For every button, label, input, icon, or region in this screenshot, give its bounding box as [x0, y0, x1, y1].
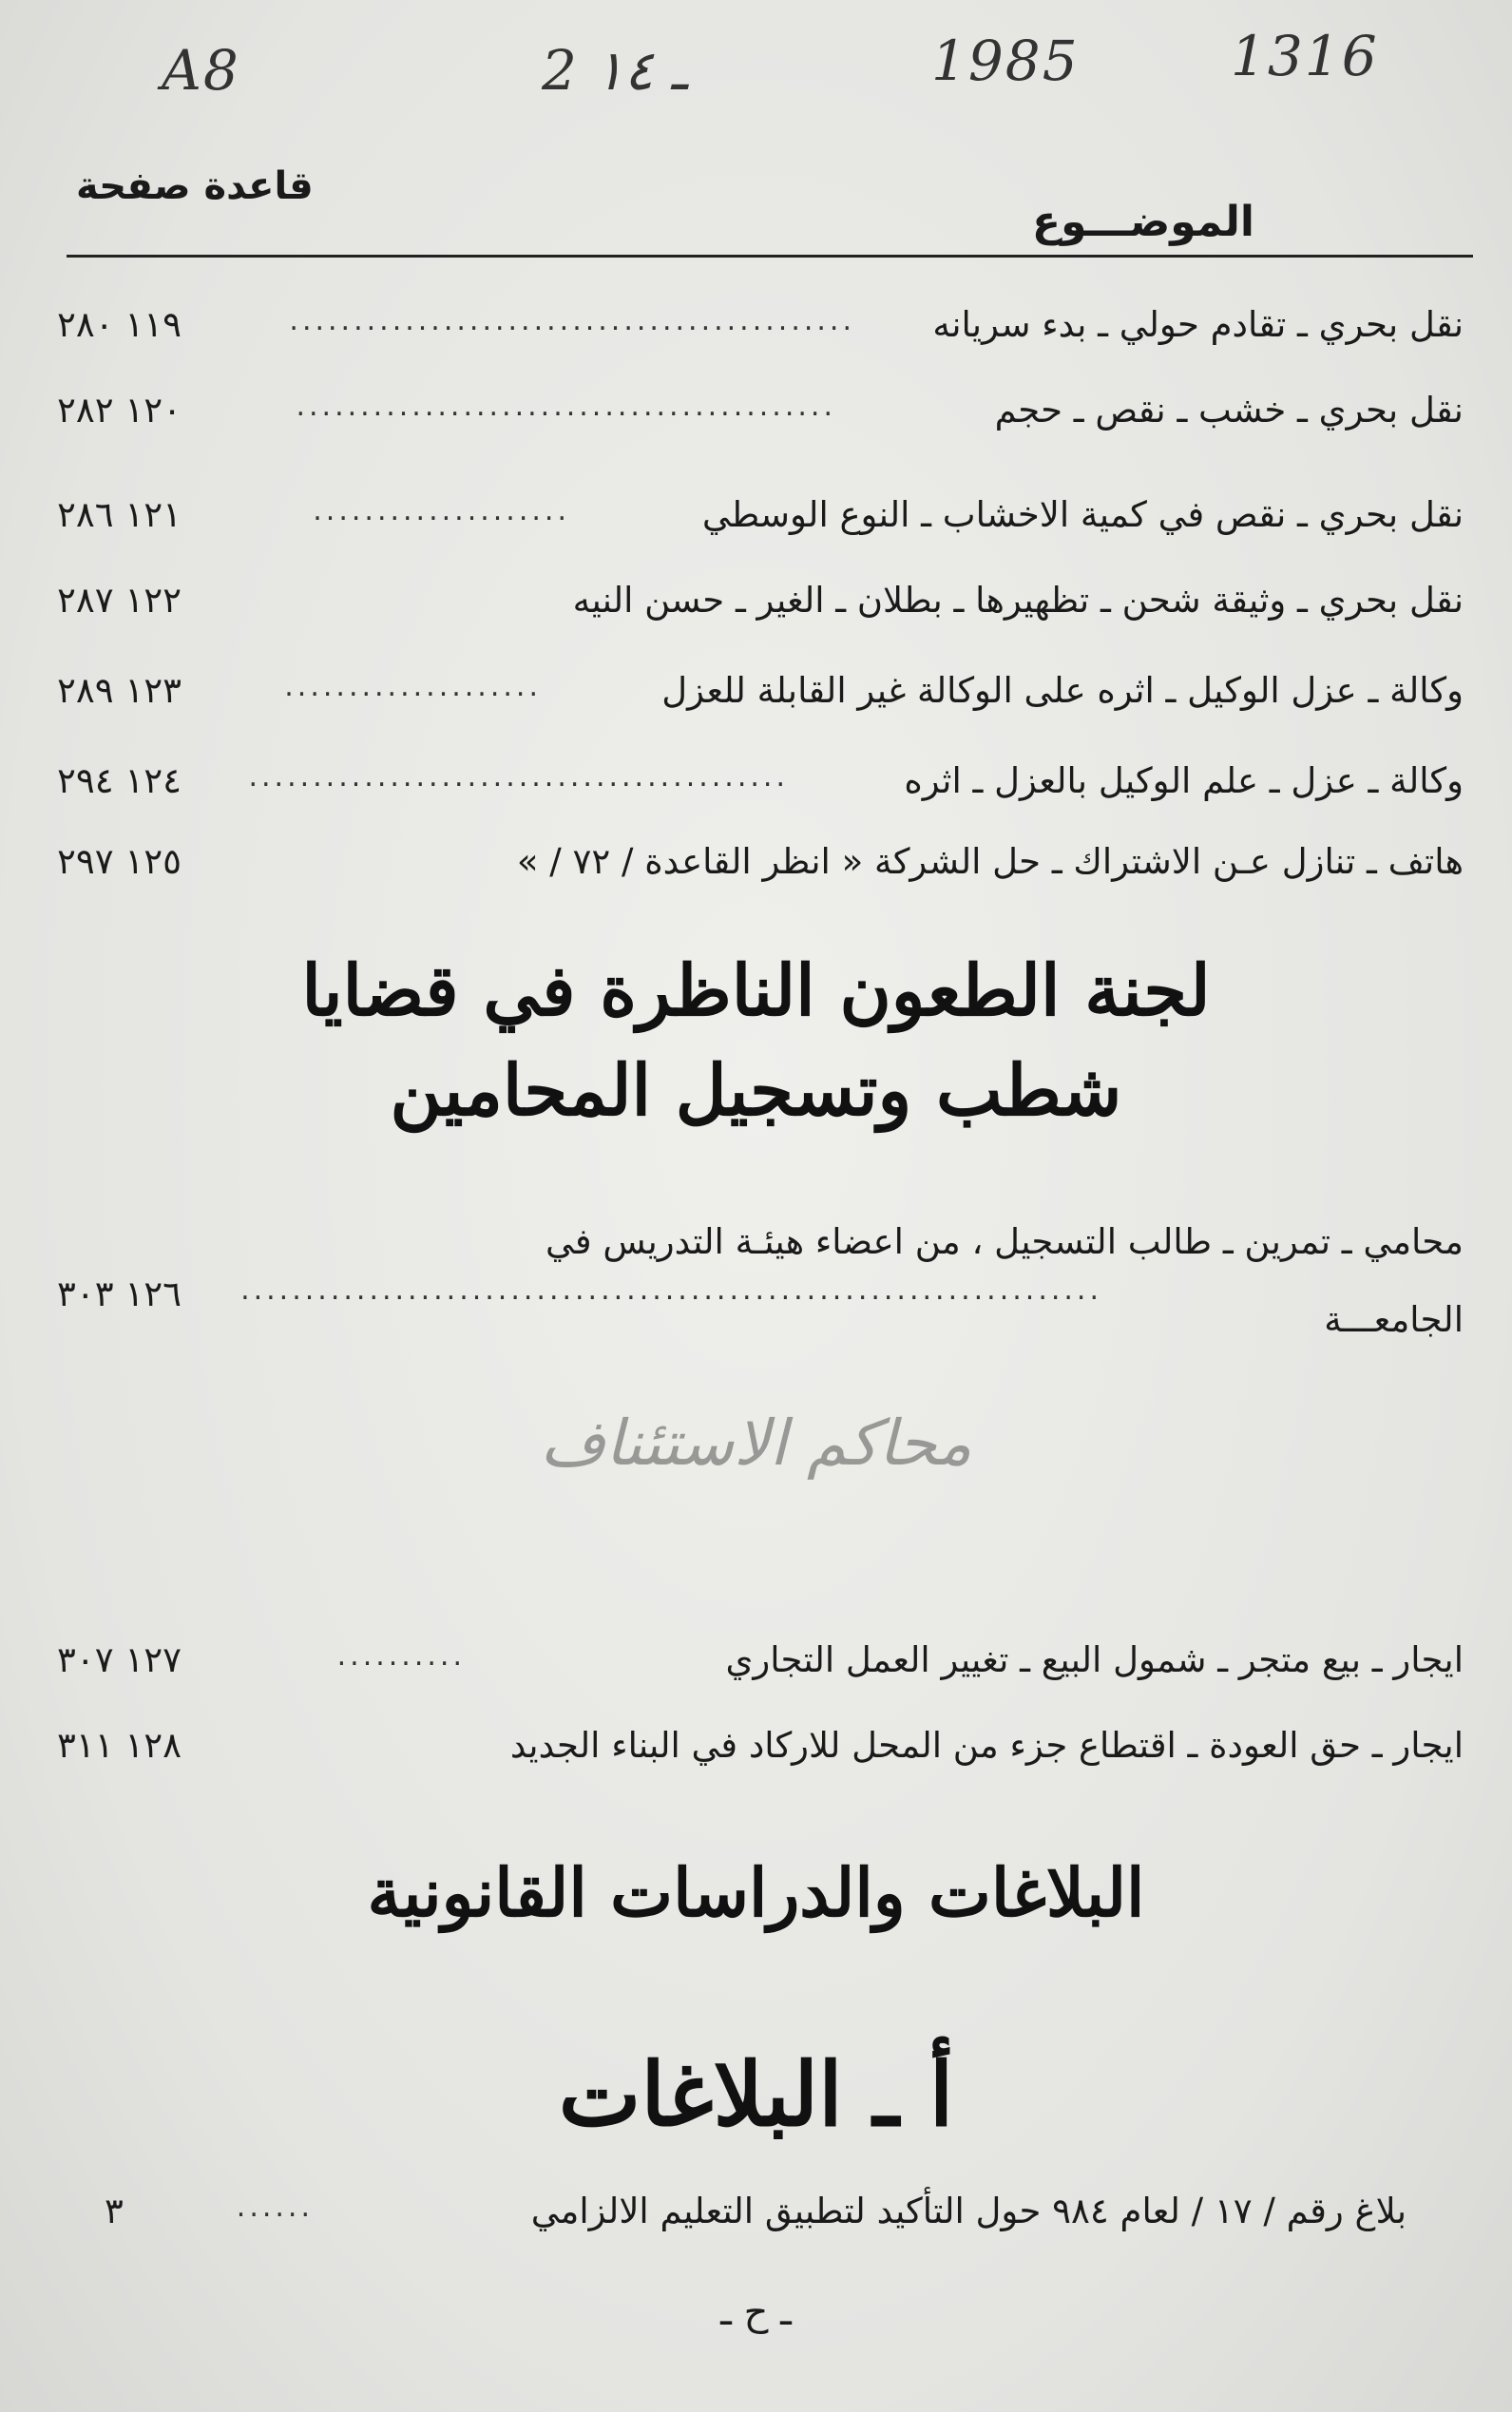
- entry-page: ٢٩٤: [57, 760, 114, 801]
- entry-numbers: [57, 304, 182, 345]
- entry-subject: نقل بحري ـ نقص في كمية الاخشاب ـ النوع الوسطي: [701, 494, 1464, 535]
- entry-page: ٣١١: [57, 1725, 114, 1766]
- entry-page: ٢٨٠: [57, 304, 114, 345]
- entry-subject: محامي ـ تمرين ـ طالب التسجيل ، من اعضاء هيئـة التدريس في: [545, 1221, 1464, 1262]
- list-item: [57, 494, 1464, 570]
- entry-subject-continued: الجامعـــة: [1324, 1299, 1464, 1340]
- entry-subject: وكالة ـ عزل ـ علم الوكيل بالعزل ـ اثره: [904, 760, 1464, 801]
- entry-rule: ١٢٧: [124, 1639, 182, 1680]
- entry-rule: ١٢٣: [124, 670, 182, 711]
- handwritten-mark: 1985: [931, 29, 1080, 93]
- handwritten-mark: 2 ـ ١٤: [542, 38, 688, 103]
- entry-subject: هاتف ـ تنازل عـن الاشتراك ـ حل الشركة « انظر القاعدة / ٧٢ / »: [516, 841, 1464, 882]
- entry-subject: ايجار ـ بيع متجر ـ شمول البيع ـ تغيير العمل التجاري: [725, 1639, 1464, 1680]
- entry-page: ٢٨٢: [57, 390, 114, 431]
- column-heading-subject: الموضـــوع: [1032, 198, 1254, 246]
- column-heading-rule-page: قاعدة صفحة: [76, 164, 314, 208]
- entry-numbers: [57, 1273, 182, 1314]
- list-item: [57, 580, 1464, 656]
- entry-page: ٣٠٣: [57, 1273, 114, 1314]
- list-item: [57, 1725, 1464, 1801]
- entry-numbers: [57, 1639, 182, 1680]
- entry-subject: نقل بحري ـ تقادم حولي ـ بدء سريانه: [932, 304, 1464, 345]
- list-item: [57, 841, 1464, 917]
- entry-numbers: [57, 390, 182, 431]
- table-header: [67, 160, 1473, 255]
- entry-subject: نقل بحري ـ خشب ـ نقص ـ حجم: [994, 390, 1464, 431]
- handwritten-mark: 1316: [1231, 24, 1379, 88]
- entry-page: ٢٩٧: [57, 841, 114, 882]
- page-number: ـ ح ـ: [720, 2290, 792, 2334]
- entry-numbers: [57, 494, 182, 535]
- section-heading: شطب وتسجيل المحامين: [390, 1050, 1122, 1132]
- entry-rule: ١٢٢: [124, 580, 182, 621]
- leader-dots: ....................: [313, 494, 570, 527]
- entry-rule: ١٢١: [124, 494, 182, 535]
- section-heading-faint: محاكم الاستئناف: [540, 1407, 972, 1480]
- entry-rule: ١٢٨: [124, 1725, 182, 1766]
- entry-rule: ١٢٠: [124, 390, 182, 431]
- section-heading: أ ـ البلاغات: [558, 2043, 954, 2146]
- leader-dots: ....................: [284, 670, 542, 703]
- leader-dots: ............................................: [289, 304, 855, 337]
- list-item: [57, 2191, 1464, 2267]
- entry-rule: ١٢٤: [124, 760, 182, 801]
- entry-page: ٢٨٦: [57, 494, 114, 535]
- entry-subject: وكالة ـ عزل الوكيل ـ اثره على الوكالة غير القابلة للعزل: [661, 670, 1464, 711]
- entry-page: ٢٨٧: [57, 580, 114, 621]
- entry-page: ٢٨٩: [57, 670, 114, 711]
- section-heading: البلاغات والدراسات القانونية: [367, 1853, 1145, 1932]
- leader-dots: ..........: [336, 1639, 466, 1673]
- leader-dots: ...................................................................: [240, 1273, 1102, 1307]
- entry-numbers: [57, 841, 182, 882]
- leader-dots: ..........................................: [296, 390, 836, 423]
- list-item: [57, 1639, 1464, 1715]
- entry-rule: ١١٩: [124, 304, 182, 345]
- leader-dots: ......: [236, 2191, 314, 2224]
- entry-rule: ١٢٦: [124, 1273, 182, 1314]
- entry-rule: ١٢٥: [124, 841, 182, 882]
- leader-dots: ..........................................: [248, 760, 789, 794]
- entry-subject: ايجار ـ حق العودة ـ اقتطاع جزء من المحل للاركاد في البناء الجديد: [509, 1725, 1464, 1766]
- handwritten-mark: A8: [162, 38, 240, 103]
- entry-subject: نقل بحري ـ وثيقة شحن ـ تظهيرها ـ بطلان ـ الغير ـ حسن النيه: [572, 580, 1464, 621]
- entry-page: ٣٠٧: [57, 1639, 114, 1680]
- list-item: [57, 390, 1464, 466]
- entry-numbers: [57, 760, 182, 801]
- section-heading: لجنة الطعون الناظرة في قضايا: [301, 950, 1211, 1032]
- entry-numbers: [57, 670, 182, 711]
- list-item: [57, 670, 1464, 746]
- list-item: [57, 1221, 1464, 1354]
- entry-page: ٣: [105, 2191, 124, 2231]
- list-item: [57, 760, 1464, 836]
- header-divider: [67, 255, 1473, 258]
- list-item: [57, 304, 1464, 380]
- entry-numbers: [57, 580, 182, 621]
- entry-numbers: [57, 1725, 182, 1766]
- entry-subject: بلاغ رقم / ١٧ / لعام ٩٨٤ حول التأكيد لتطبيق التعليم الالزامي: [530, 2191, 1407, 2231]
